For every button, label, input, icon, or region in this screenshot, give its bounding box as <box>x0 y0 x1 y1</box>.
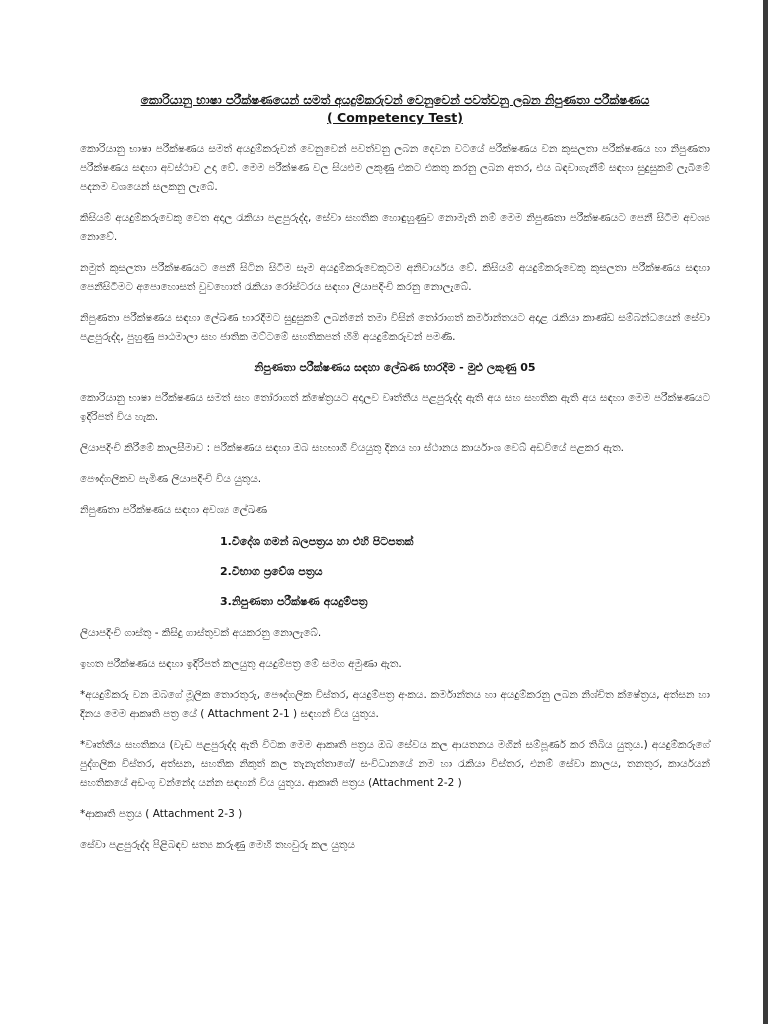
paragraph: කොරියානු භාෂා පරීක්ෂණය සමත් අයදුම්කරුවන් වෙනුවෙන් පවත්වනු ලබන දෙවන වටයේ පරීක්ෂණය වන කුසලතා පරීක්ෂණය හා නිපුණතා පරීක්ෂණය සඳහා අවස්ථාව උදා වේ. මෙම පරීක්ෂණ වල සියළුම ලකුණු එකට එකතු කරනු ලබන අතර, එය බඳවාගැනීම් සඳහා සුදුසුකම් ලැබීමේ පදනම වශයෙන් සලකනු ලැබේ. <box>80 143 710 193</box>
list-item: 2.විභාග ප්‍රවේශ පත්‍රය <box>220 565 323 578</box>
paragraph: නිපුණතා පරීක්ෂණය සඳහා ලේඛණ භාරදීමට සුදුසුකම් ලබන්නේ තමා විසින් තෝරාගත් කර්මාන්තයට අදාළ රැකියා කාණ්ඩ සම්බන්ධයෙන් සේවා පළපුරුද්ද, පුහුණු පාඨමාලා සහ ජාතික මට්ටමේ සහතිකපත් හිමි අයදුම්කරුවන් පමණි. <box>80 312 710 343</box>
section-heading: නිපුණතා පරීක්ෂණය සඳහා ලේඛණ භාරදීම - මුළු ලකුණු 05 <box>254 361 536 374</box>
paragraph: පෞද්ගලිකව පැමිණ ලියාපදිංචි විය යුතුය. <box>80 473 262 485</box>
paragraph: ලියාපදිංචි ගාස්තු - කිසිදු ගාස්තුවක් අයකරනු නොලැබේ. <box>80 627 322 639</box>
document-subtitle: ( Competency Test) <box>326 110 463 125</box>
document-title: කොරියානු භාෂා පරීක්ෂණයෙන් සමත් අයදුම්කරුවන් වෙනුවෙන් පවත්වනු ලබන නිපුණතා පරීක්ෂණය <box>140 93 650 107</box>
paragraph: *අයදුම්කරු වන ඔබගේ මූලික තොරතුරු, පෞද්ගලික විස්තර, අයදුම්පත්‍ර අංකය. කර්මාන්තය හා අයදුම්කරනු ලබන නිශ්චිත ක්ෂේත්‍රය, අත්සන හා දිනය මෙම ආකෘති පත්‍ර යේ ( Attachment 2-1 ) සඳහන් විය යුතුය. <box>80 689 710 720</box>
paragraph: කොරියානු භාෂා පරීක්ෂණය සමත් සහ තෝරාගත් ක්ෂේත්‍රයට අදාලව වෘත්තීය පළපුරුද්ද ඇති අය සහ සහතික ඇති අය සඳහා මෙම පරීක්ෂණයට ඉදිරිපත් විය හැක. <box>80 392 710 423</box>
list-item: 1.විදේශ ගමන් බලපත්‍රය හා එහි පිටපතක් <box>220 535 414 548</box>
scan-edge-shadow <box>763 0 768 1024</box>
paragraph: ඉහත පරීක්ෂණය සඳහා ඉදිරිපත් කලයුතු අයදුම්පත්‍ර මේ සමග අමුණා ඇත. <box>80 658 402 670</box>
paragraph: නමුත් කුසලතා පරීක්ෂණයට පෙනී සිටින සිටීම සෑම අයදුම්කරුවෙකුටම අනිවාර්යය වේ. කිසියම් අයදුම්කරුවෙකු කුසලතා පරීක්ෂණය සඳහා පෙනීසිටීමට අපොහොසත් වුවහොත් රැකියා රෝස්ටරය සඳහා ලියාපදිංචි කරනු නොලැබේ. <box>80 262 710 293</box>
paragraph: ලියාපදිංචි කිරීමේ කාලසීමාව : පරීක්ෂණය සඳහා ඔබ සහභාගී වියයුතු දිනය හා ස්ථානය කාර්යාංශ වෙබ් අඩවියේ පළකර ඇත. <box>80 442 624 454</box>
paragraph: කිසියම් අයදුම්කරුවෙකු වෙත අදාල රැකියා පළපුරුද්ද, සේවා සහතික හොඳුහුණුව නොමැති නම් මෙම නිපුණතා පරීක්ෂණයට පෙනී සිටීම අවශ්‍ය නොවේ. <box>80 212 710 243</box>
list-item: 3.නිපුණතා පරීක්ෂණ අයදුම්පත්‍ර <box>220 595 368 608</box>
required-documents-list <box>80 532 710 612</box>
paragraph: *වෘත්තීය සහතිකය (වැඩ පළපුරුද්ද ඇති විටක මෙම ආකෘති පත්‍රය ඔබ සේවය කල ආයතනය මගින් සම්පූර්ණ කර තිබිය යුතුය.) අයදුම්කරුගේ පුද්ගලික විස්තර, අත්සන, සහතික නිකුත් කල තැනැත්තාගේ/ සංවිධානයේ නම හා රැකියා විස්තර, එනම් සේවා කාලය, තනතුර, කාර්යයන් සහතිකයේ අඩංගු වන්නේද යන්න සඳහන් විය යුතුය. ආකෘති පත්‍රය (Attachment 2-2 ) <box>80 739 710 789</box>
paragraph: නිපුණතා පරීක්ෂණය සඳහා අවශ්‍ය ලේඛණ <box>80 504 268 516</box>
paragraph: සේවා පළපුරුද්ද පිළිබඳව සත්‍ය කරුණු මෙහි තහවුරු කල යුතුය <box>80 839 355 851</box>
paragraph: *ආකෘති පත්‍රය ( Attachment 2-3 ) <box>80 808 243 820</box>
